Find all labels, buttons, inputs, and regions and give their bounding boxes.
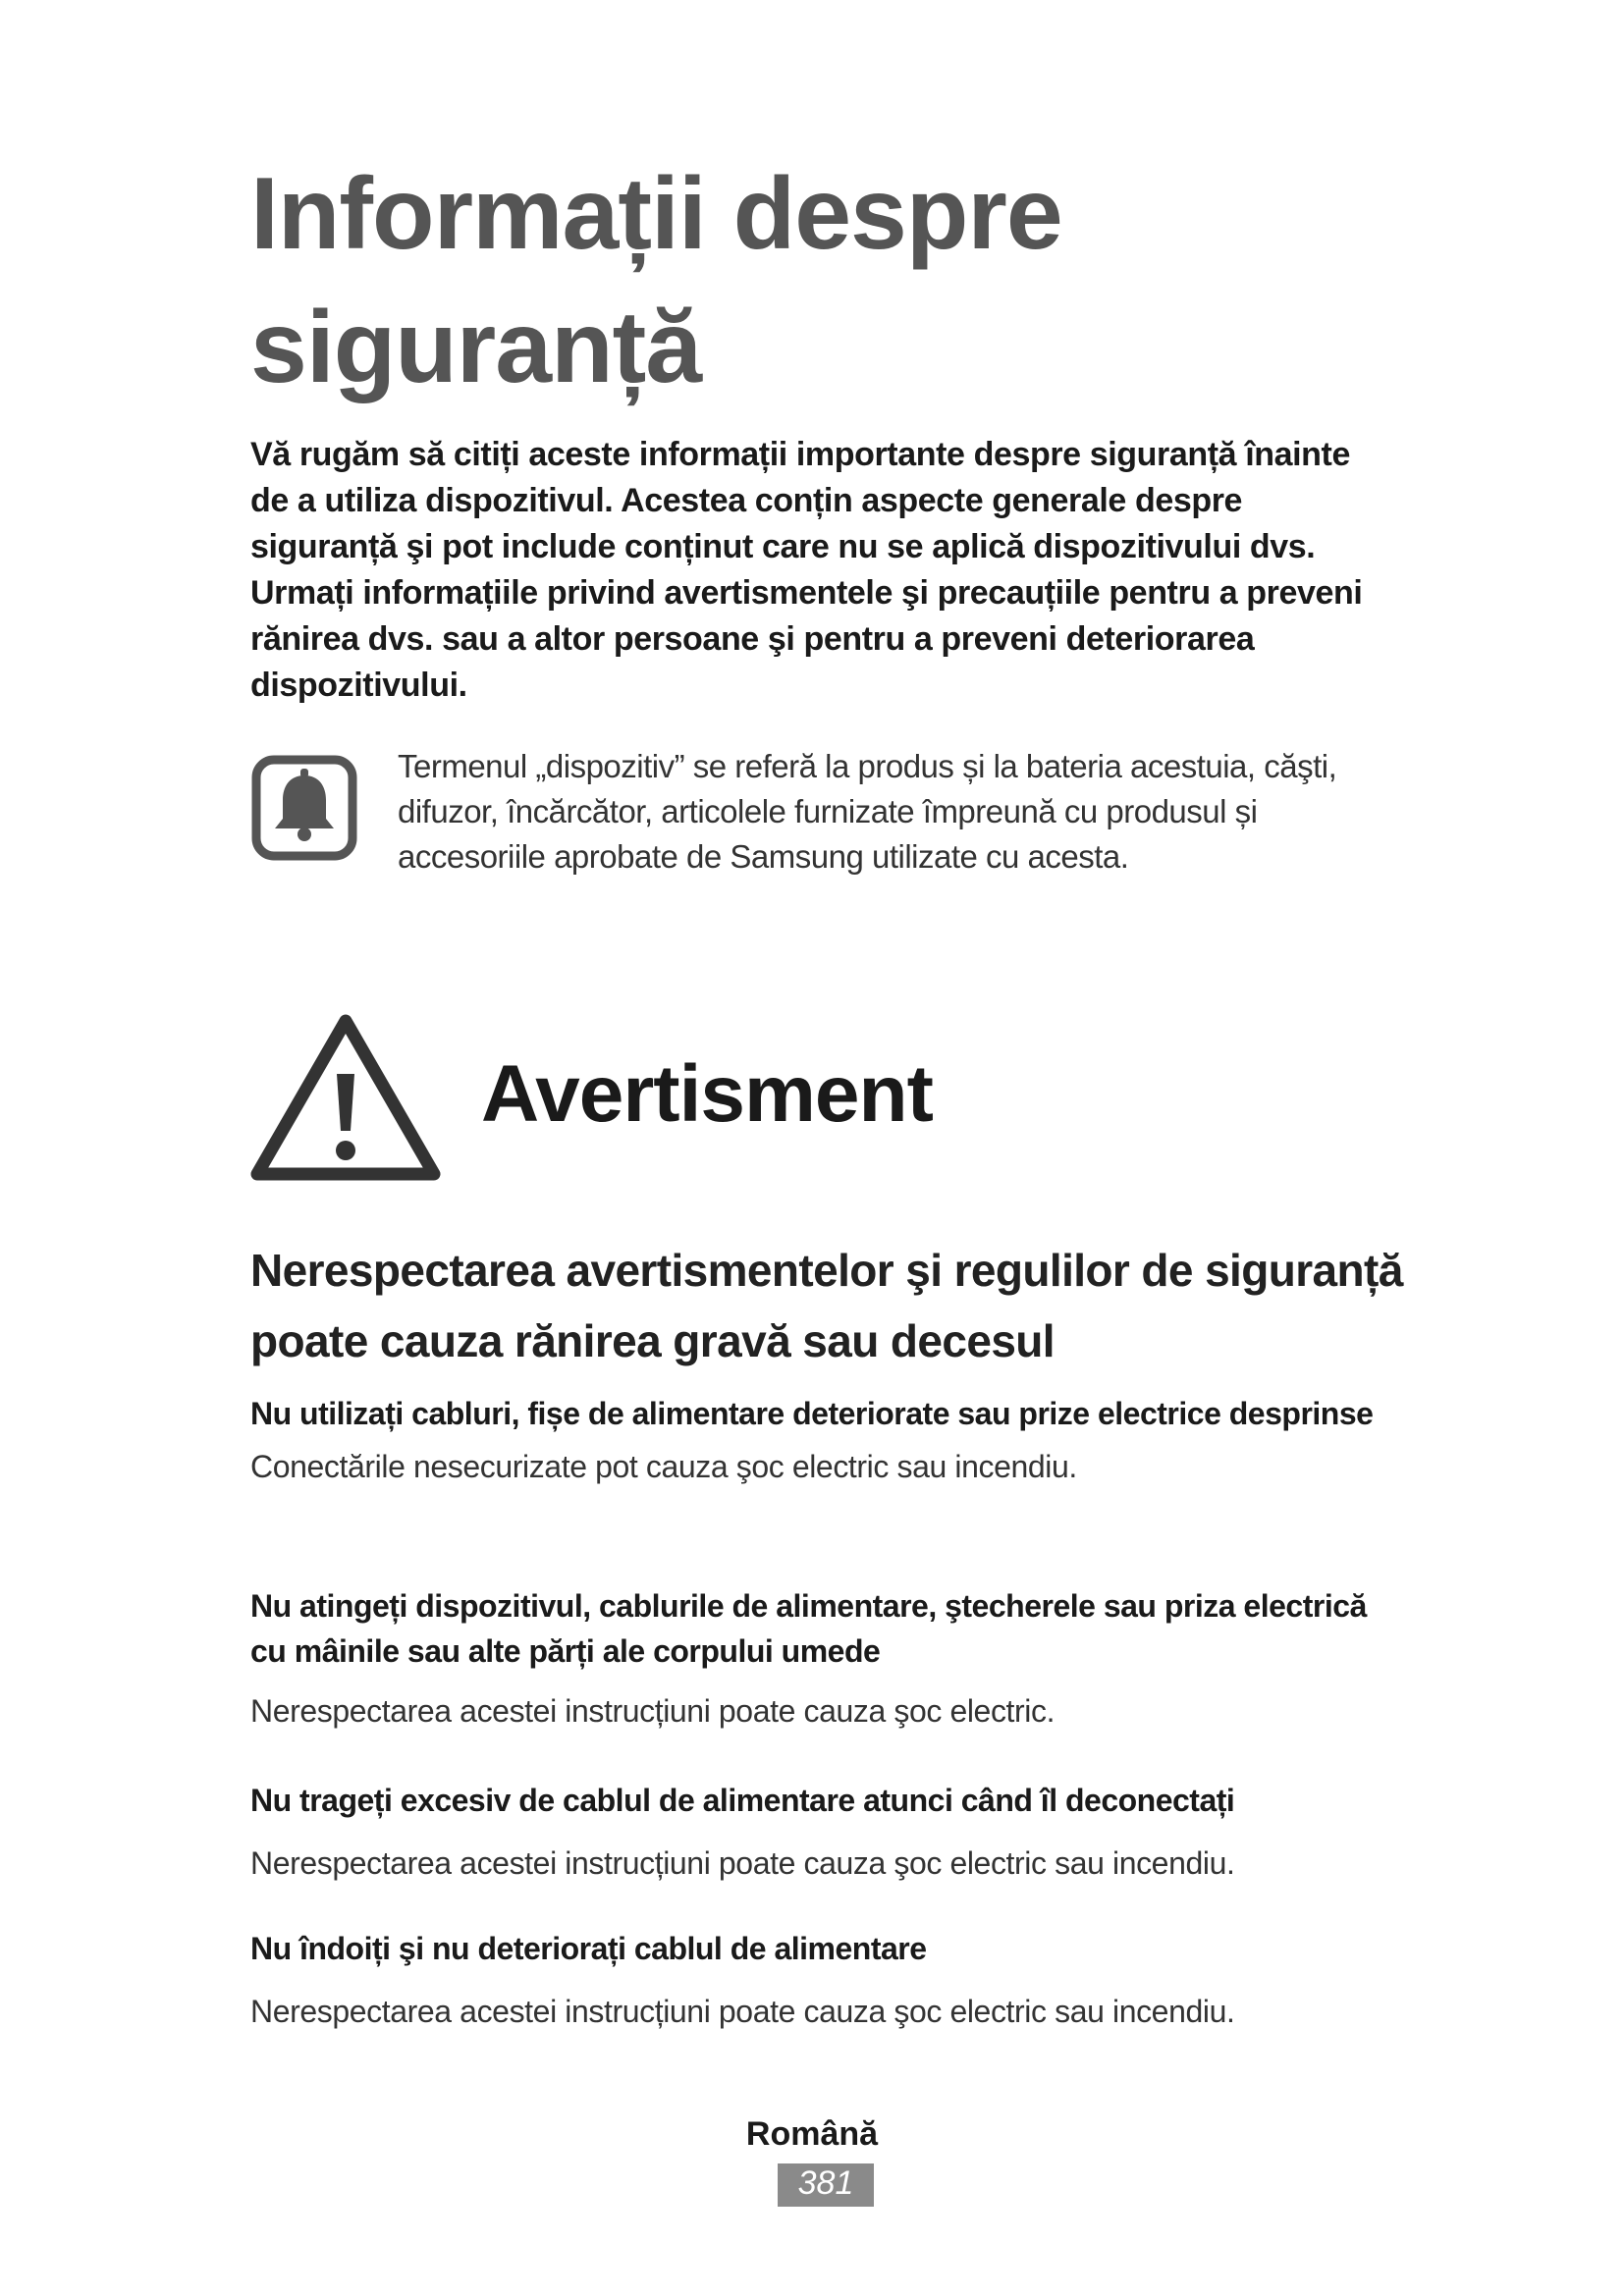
warning-item-title: Nu utilizați cabluri, fișe de alimentare deteriorate sau prize electrice desprinse [250,1396,1374,1431]
warning-item-title: Nu atingeți dispozitivul, cablurile de alimentare, ştecherele sau priza electrică cu mâinile sau alte părți ale corpului umede [250,1588,1367,1669]
bell-notice-icon [250,754,358,862]
warning-heading: Avertisment [481,1049,933,1139]
warning-item [250,1388,1409,1490]
intro-paragraph: Vă rugăm să citiți aceste informații importante despre siguranță înainte de a utiliza dispozitivul. Acestea conțin aspecte generale despre siguranță şi pot include conținut care nu se aplică dispozitivului dvs. Urmați informațiile privind avertismentele şi precauțiile pentru a preveni rănirea dvs. sau a altor persoane şi pentru a preveni deteriorarea dispozitivului. [250,436,1363,704]
warning-item-body: Nerespectarea acestei instrucțiuni poate cauza şoc electric sau incendiu. [250,1994,1235,2029]
page-title: Informații despre siguranță [250,157,1062,404]
warning-item-body: Nerespectarea acestei instrucțiuni poate cauza şoc electric sau incendiu. [250,1845,1235,1881]
warning-item [250,1923,1409,2035]
warning-triangle-icon [247,1009,444,1186]
warning-item-title: Nu îndoiți şi nu deteriorați cablul de alimentare [250,1931,927,1966]
note-text: Termenul „dispozitiv” se referă la produs și la bateria acestuia, căşti, difuzor, încărcător, articolele furnizate împreună cu produsul și accesoriile aprobate de Samsung utilizate cu acesta. [398,748,1337,875]
warning-item [250,1583,1409,1735]
page-number: 381 [778,2163,874,2207]
warning-item-body: Nerespectarea acestei instrucțiuni poate cauza şoc electric. [250,1693,1056,1729]
footer-language: Română [745,2115,879,2153]
warning-item-title: Nu trageți excesiv de cablul de alimentare atunci când îl deconectați [250,1783,1235,1818]
warning-item [250,1775,1409,1887]
warning-subheading: Nerespectarea avertismentelor şi regulilor de siguranță poate cauza rănirea gravă sau decesul [250,1245,1403,1366]
warning-item-body: Conectările nesecurizate pot cauza şoc electric sau incendiu. [250,1449,1077,1484]
